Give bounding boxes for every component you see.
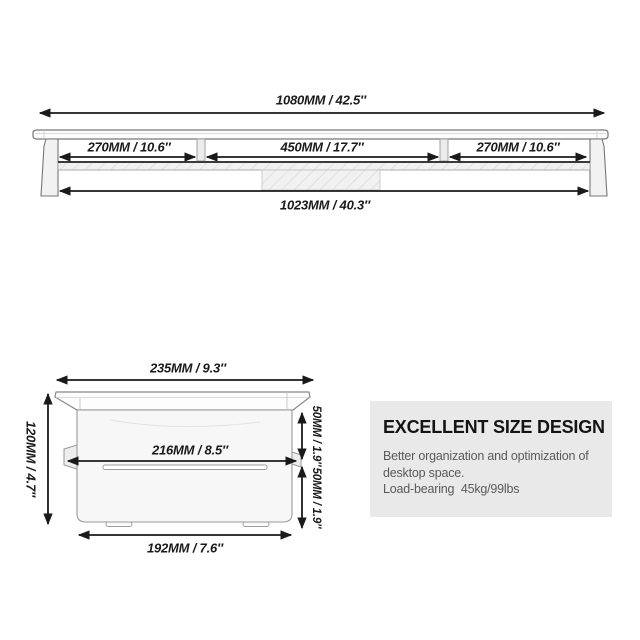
info-box-body: [383, 448, 599, 498]
side-right-tab: [292, 452, 301, 467]
info-box-title: EXCELLENT SIZE DESIGN: [383, 417, 605, 437]
shelf-side-view: [55, 392, 310, 527]
front-divider-left: [197, 139, 205, 161]
info-box-load-bearing: Load-bearing 45kg/99lbs: [383, 482, 520, 496]
front-top-board: [33, 130, 608, 139]
side-left-tab: [64, 445, 77, 469]
side-foot-right: [243, 522, 269, 527]
label-base-depth: 192MM / 7.6″: [146, 540, 224, 556]
label-total-width: 1080MM / 42.5″: [275, 92, 367, 108]
front-right-leg: [590, 139, 607, 196]
info-box-body-line: desktop space.: [383, 465, 465, 480]
label-lower-clearance: 50MM / 1.9″: [310, 467, 322, 529]
label-height: 120MM / 4.7″: [23, 420, 39, 498]
label-left-section: 270MM / 10.6″: [87, 139, 171, 155]
front-center-block: [262, 170, 380, 190]
label-middle-depth: 216MM / 8.5″: [151, 442, 229, 458]
label-inner-width: 1023MM / 40.3″: [279, 197, 371, 213]
info-box-body-line: Better organization and optimization of: [383, 449, 589, 463]
label-right-section: 270MM / 10.6″: [476, 139, 560, 155]
front-divider-right: [440, 139, 448, 161]
label-middle-section: 450MM / 17.7″: [280, 139, 364, 155]
front-lower-shelf: [58, 162, 590, 170]
label-top-depth: 235MM / 9.3″: [149, 360, 227, 376]
front-left-leg: [41, 139, 58, 196]
side-slot: [103, 465, 267, 470]
side-foot-left: [106, 522, 132, 527]
label-upper-clearance: 50MM / 1.9″: [310, 405, 322, 467]
side-top-board: [55, 392, 310, 410]
size-design-info-box: [370, 401, 612, 517]
